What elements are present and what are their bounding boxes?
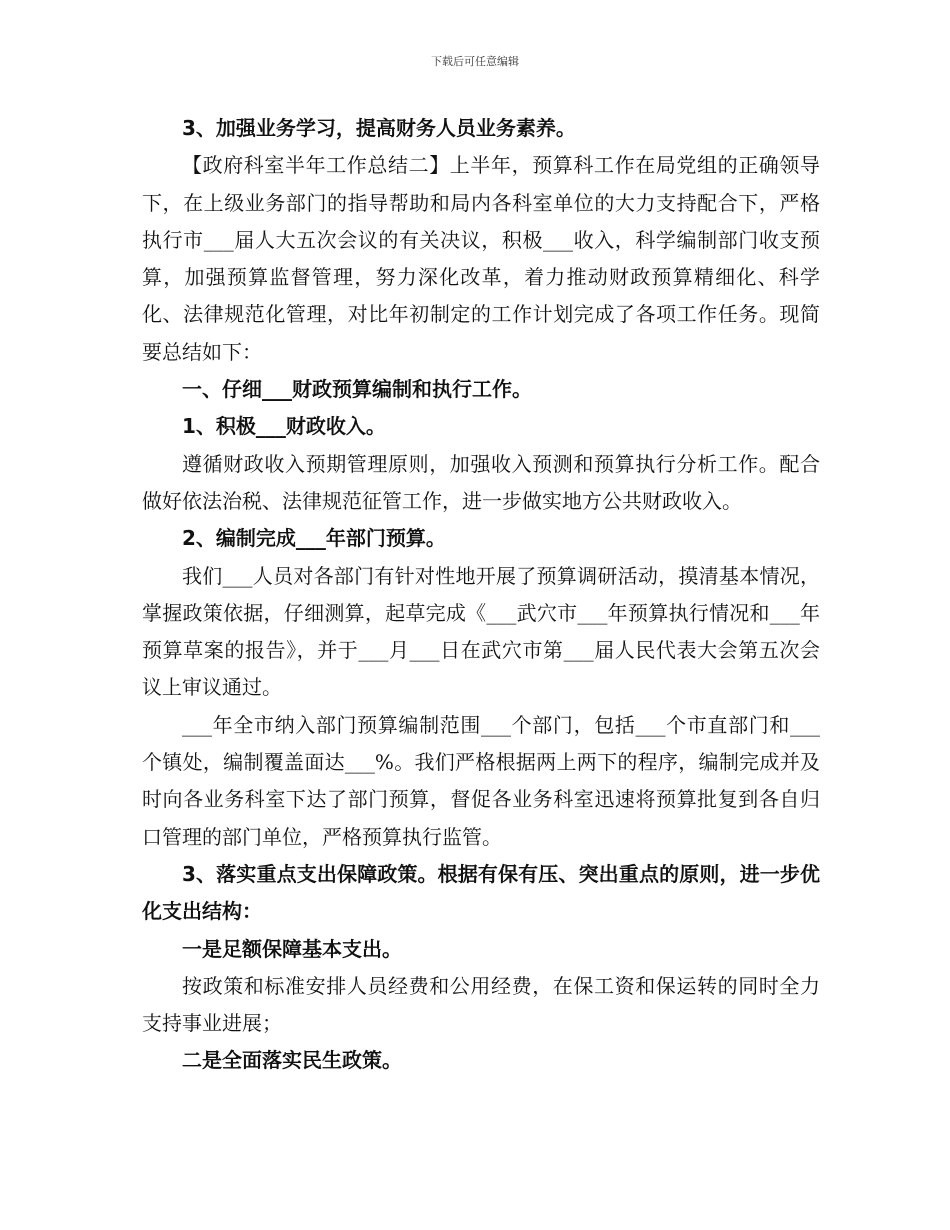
heading-item-three: 3、落实重点支出保障政策。根据有保有压、突出重点的原则，进一步优化支出结构： [142,861,820,924]
paragraph-revenue: 遵循财政收入预期管理原则，加强收入预测和预算执行分析工作。配合做好依法治税、法律规范征管工作，进一步做实地方公共财政收入。 [142,451,820,513]
heading-section-one: 一、仔细___财政预算编制和执行工作。 [182,377,532,402]
heading-basic-expenditure: 一是足额保障基本支出。 [182,936,402,961]
paragraph-basic-expenditure: 按政策和标准安排人员经费和公用经费，在保工资和保运转的同时全力支持事业进展； [142,973,820,1036]
heading-strengthen-study: 3、加强业务学习，提高财务人员业务素养。 [182,116,576,140]
paragraph-department-budget: ___年全市纳入部门预算编制范围___个部门，包括___个市直部门和___个镇处，编制覆盖面达___%。我们严格根据两上两下的程序，编制完成并及时向各业务科室下达了部门预算，督促各业务科室迅速将预算批复到各自归口管理的部门单位，严格预算执行监管。 [142,712,820,849]
paragraph-budget-research: 我们___人员对各部门有针对性地开展了预算调研活动，摸清基本情况，掌握政策依据，仔细测算，起草完成《___武穴市___年预算执行情况和___年预算草案的报告》，并于___月___日在武穴市第___届人民代表大会第五次会议上审议通过。 [142,563,820,700]
heading-item-two: 2、编制完成___年部门预算。 [182,526,446,551]
heading-item-one: 1、积极___财政收入。 [182,414,386,439]
document-body [142,110,820,1080]
page-header: 下载后可任意编辑 [431,55,519,68]
heading-livelihood-policy: 二是全面落实民生政策。 [182,1048,402,1073]
paragraph-summary-intro: 【政府科室半年工作总结二】上半年，预算科工作在局党组的正确领导下，在上级业务部门的指导帮助和局内各科室单位的大力支持配合下，严格执行市___届人大五次会议的有关决议，积极___收入，科学编制部门收支预算，加强预算监督管理，努力深化改革，着力推动财政预算精细化、科学化、法律规范化管理，对比年初制定的工作计划完成了各项工作任务。现简要总结如下： [142,153,820,364]
